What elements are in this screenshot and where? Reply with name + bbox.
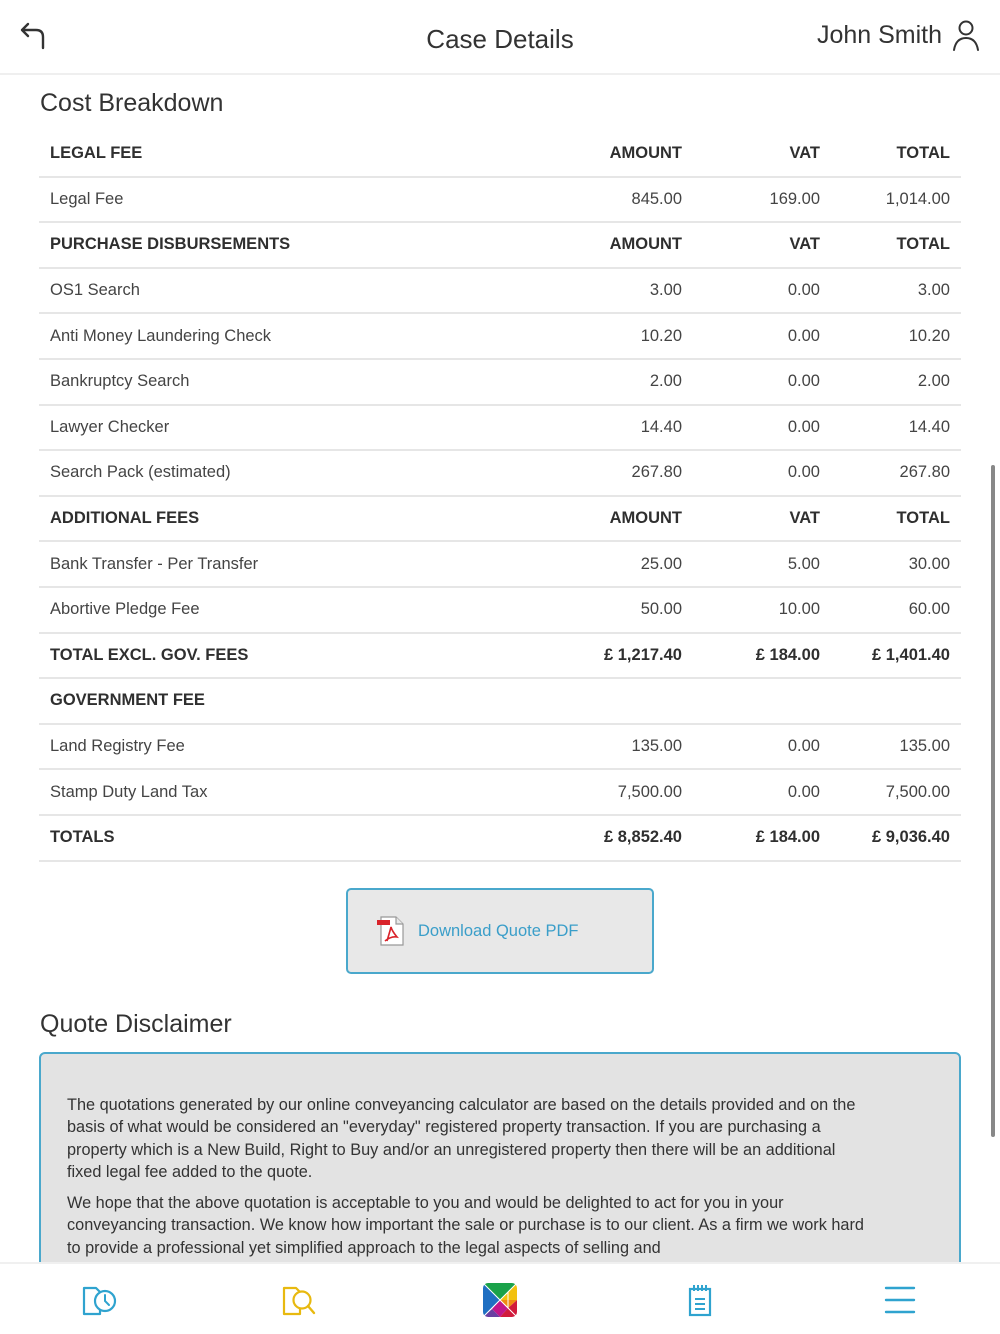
amount-cell: 14.40 [640, 417, 682, 436]
vat-cell: 0.00 [787, 417, 820, 436]
total-cell: 7,500.00 [885, 782, 950, 801]
disclaimer-paragraph: The quotations generated by our online conveyancing calculator are based on the details provided and on the basis of what would be considered an "everyday" registered property transaction. If you are purchasing a property which is a New Build, Right to Buy and/or an unregistered property then there will be an additional fixed legal fee added to the quote. [67, 1096, 856, 1181]
total-cell: 2.00 [917, 372, 950, 391]
total-cell: TOTAL [896, 235, 950, 254]
amount-cell: 7,500.00 [617, 782, 682, 801]
table-row [39, 769, 961, 815]
row-label: Land Registry Fee [50, 737, 185, 756]
table-row [39, 587, 961, 633]
total-row [39, 633, 961, 679]
total-cell: 1,014.00 [885, 189, 950, 208]
bottom-nav [0, 1262, 1000, 1334]
table-row [39, 541, 961, 587]
total-cell: TOTAL [896, 143, 950, 162]
row-label: Bankruptcy Search [50, 372, 190, 391]
row-label: Abortive Pledge Fee [50, 600, 200, 619]
menu-icon [884, 1284, 916, 1316]
amount-cell: 2.00 [649, 372, 682, 391]
amount-cell [559, 678, 693, 724]
app-logo-icon [482, 1282, 518, 1318]
pdf-file-icon [375, 915, 407, 947]
disclaimer-paragraph: We hope that the above quotation is acceptable to you and would be delighted to act for you in your conveyancing transaction. We know how important the sale or purchase is to our client. As a firm we work hard to provide a professional yet simplified approach to the legal aspects of selling and [67, 1194, 864, 1257]
vat-cell: £ 184.00 [755, 645, 820, 664]
amount-cell: 135.00 [631, 737, 682, 756]
total-row [39, 815, 961, 861]
cost-breakdown-table [39, 131, 961, 862]
download-quote-pdf-button[interactable] [346, 888, 654, 974]
section-header-row [39, 131, 961, 177]
vat-cell: 0.00 [787, 372, 820, 391]
case-history-icon [80, 1283, 120, 1317]
amount-cell: 50.00 [640, 600, 682, 619]
row-label: GOVERNMENT FEE [50, 691, 205, 710]
row-label: LEGAL FEE [50, 143, 143, 162]
vat-cell [693, 678, 831, 724]
total-cell: 267.80 [899, 463, 950, 482]
page-title: Case Details [426, 24, 574, 54]
table-row [39, 268, 961, 314]
vat-cell: 169.00 [769, 189, 820, 208]
row-label: ADDITIONAL FEES [50, 509, 200, 528]
quote-disclaimer-title: Quote Disclaimer [40, 1010, 232, 1038]
amount-cell: 267.80 [631, 463, 682, 482]
vat-cell: 0.00 [787, 326, 820, 345]
row-label: Anti Money Laundering Check [50, 326, 272, 345]
total-cell [831, 678, 961, 724]
amount-cell: £ 8,852.40 [604, 828, 682, 847]
total-cell: £ 9,036.40 [872, 828, 950, 847]
vat-cell: 0.00 [787, 782, 820, 801]
table-row [39, 450, 961, 496]
vat-cell: 5.00 [787, 554, 820, 573]
document-search-icon [280, 1283, 320, 1317]
row-label: Lawyer Checker [50, 417, 170, 436]
user-profile-button[interactable] [817, 18, 982, 52]
total-cell: 3.00 [917, 281, 950, 300]
vat-cell: £ 184.00 [755, 828, 820, 847]
amount-cell: 10.20 [640, 326, 682, 345]
total-cell: 135.00 [899, 737, 950, 756]
row-label: Stamp Duty Land Tax [50, 782, 208, 801]
nav-case-history[interactable] [78, 1280, 122, 1320]
amount-cell: AMOUNT [609, 509, 682, 528]
amount-cell: AMOUNT [609, 143, 682, 162]
section-header-row [39, 496, 961, 542]
download-quote-pdf-label: Download Quote PDF [418, 921, 579, 940]
total-cell: 10.20 [908, 326, 950, 345]
row-label: OS1 Search [50, 281, 140, 300]
row-label: Bank Transfer - Per Transfer [50, 554, 259, 573]
user-name: John Smith [816, 20, 942, 49]
amount-cell: 25.00 [640, 554, 682, 573]
table-row [39, 359, 961, 405]
row-label: Search Pack (estimated) [50, 463, 231, 482]
section-header-row [39, 222, 961, 268]
vat-cell: 10.00 [778, 600, 820, 619]
cost-breakdown-title: Cost Breakdown [40, 89, 224, 117]
vat-cell: 0.00 [787, 281, 820, 300]
vat-cell: VAT [789, 235, 820, 254]
table-row [39, 724, 961, 770]
content-area [0, 77, 1000, 1262]
table-row [39, 177, 961, 223]
total-cell: 14.40 [908, 417, 950, 436]
scrollbar[interactable] [991, 465, 995, 1137]
nav-home-logo[interactable] [478, 1280, 522, 1320]
amount-cell: £ 1,217.40 [604, 645, 682, 664]
user-icon [950, 18, 982, 52]
total-cell: 30.00 [908, 554, 950, 573]
amount-cell: 3.00 [649, 281, 682, 300]
total-cell: £ 1,401.40 [872, 645, 950, 664]
row-label: PURCHASE DISBURSEMENTS [50, 235, 291, 254]
amount-cell: 845.00 [631, 189, 682, 208]
nav-notes[interactable] [678, 1280, 722, 1320]
row-label: TOTAL EXCL. GOV. FEES [50, 645, 249, 664]
row-label: Legal Fee [50, 189, 124, 208]
top-bar [0, 0, 1000, 75]
amount-cell: AMOUNT [609, 235, 682, 254]
vat-cell: VAT [789, 143, 820, 162]
quote-disclaimer-box [39, 1052, 961, 1262]
section-header-row [39, 678, 961, 724]
notepad-icon [685, 1283, 715, 1317]
vat-cell: 0.00 [787, 463, 820, 482]
nav-document-search[interactable] [278, 1280, 322, 1320]
vat-cell: 0.00 [787, 737, 820, 756]
nav-menu[interactable] [878, 1280, 922, 1320]
row-label: TOTALS [50, 828, 115, 847]
total-cell: TOTAL [896, 509, 950, 528]
table-row [39, 313, 961, 359]
total-cell: 60.00 [908, 600, 950, 619]
table-row [39, 405, 961, 451]
vat-cell: VAT [789, 509, 820, 528]
